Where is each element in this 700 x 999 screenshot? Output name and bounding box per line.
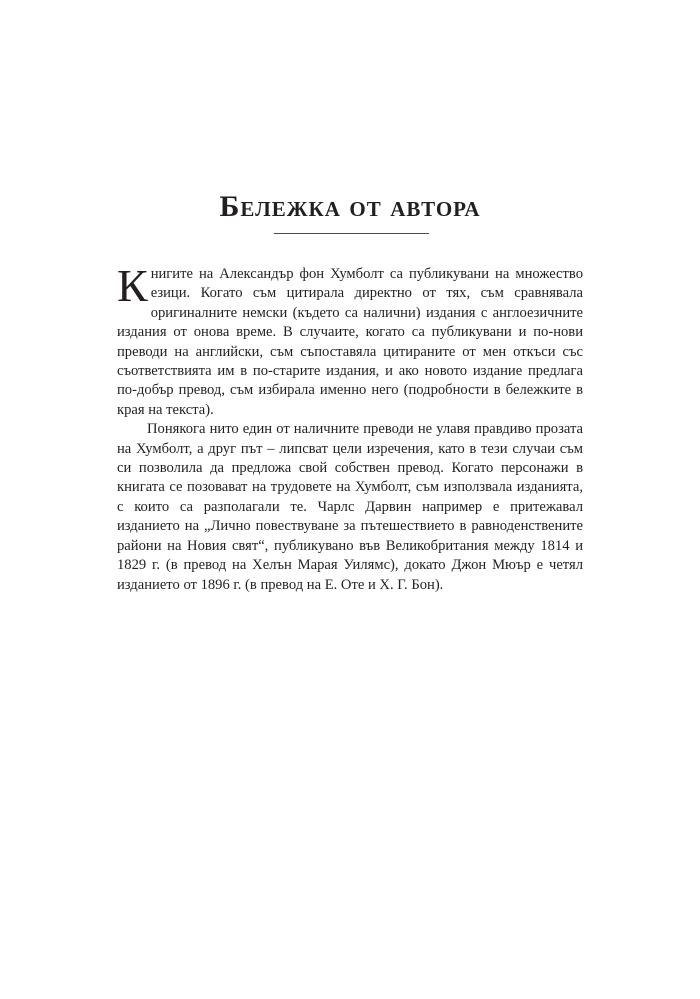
body-text	[117, 260, 583, 595]
paragraph-2: Понякога нито един от наличните преводи не улавя правдиво прозата на Хумболт, а друг път – липсват цели изречения, като в тези случаи съм си позволила да предложа свой собствен превод. Когато персонажи в книгата се позовават на трудовете на Хумболт, съм използвала изданията, с които са разполагали те. Чарлс Дарвин например е притежавал изданието на „Лично повествуване за пътешествието в равноденствените райони на Новия свят“, публикувано във Великобритания между 1814 и 1829 г. (в превод на Хелън Марая Уилямс), докато Джон Мюър е четял изданието от 1896 г. (в превод на Е. Оте и Х. Г. Бон).	[117, 421, 583, 593]
drop-cap: К	[117, 260, 148, 311]
paragraph-1-text: нигите на Александър фон Хумболт са публикувани на множество езици. Когато съм цитирала директно от тях, съм сравнявала оригиналните немски (където са налични) издания с англоезичните издания от онова време. В случаите, когато са публикувани и по-нови преводи на английски, съм съпоставяла цитираните от мен откъси със съответствията им в по-старите издания, и ако новото издание предлага по-добър превод, съм избирала именно него (подробности в бележките в края на текста).	[117, 266, 583, 418]
title-divider	[274, 233, 429, 234]
paragraph-1	[117, 260, 583, 420]
page-title: Бележка от автора	[219, 190, 481, 223]
